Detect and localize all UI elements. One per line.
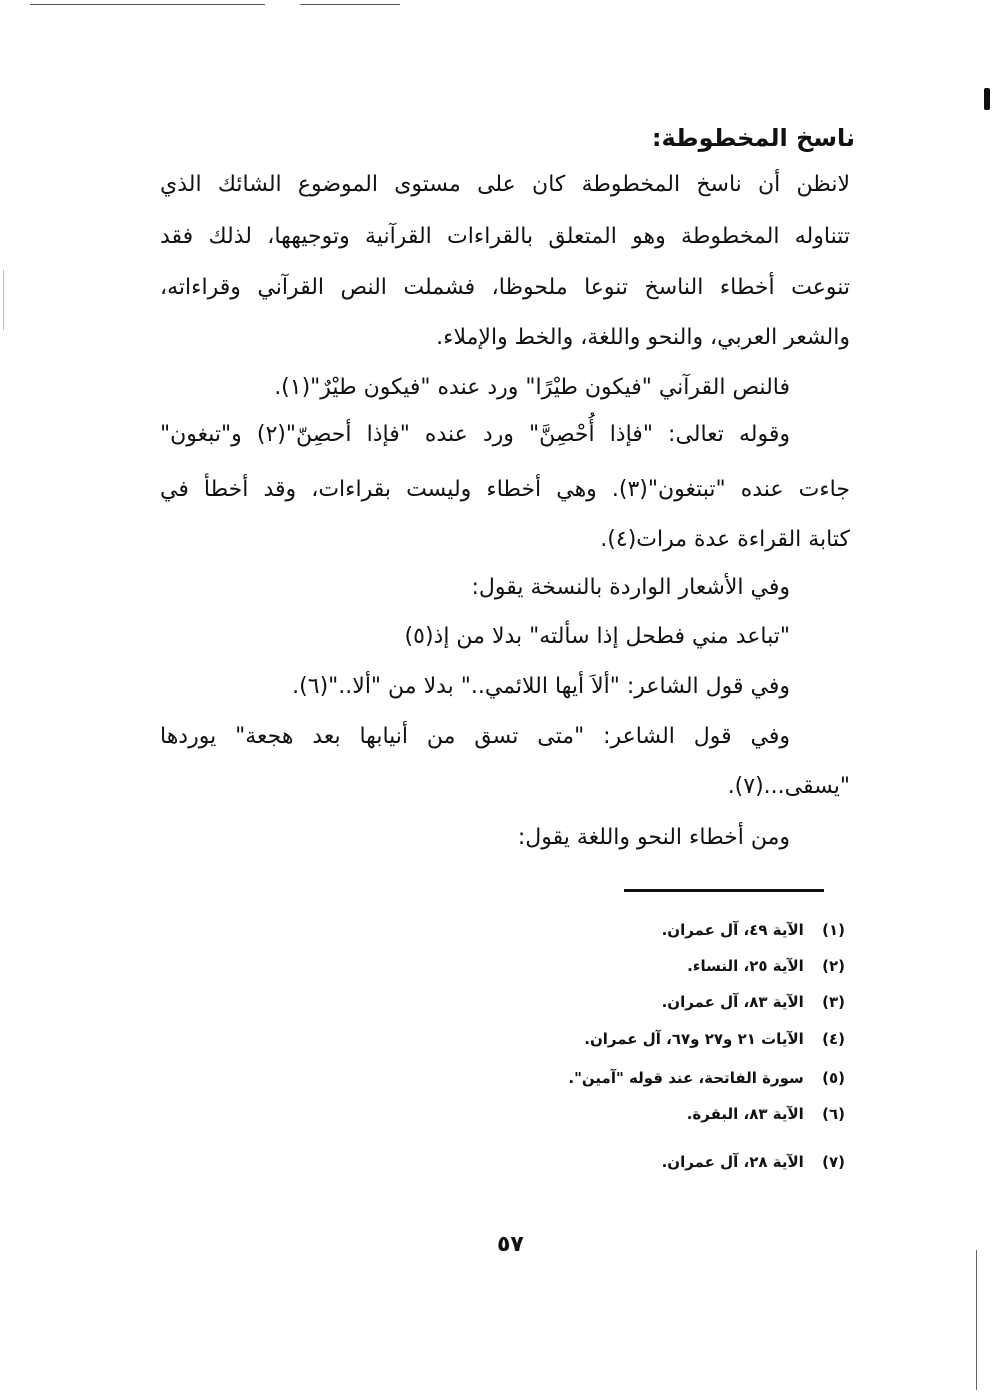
top-rule	[30, 4, 265, 5]
section-heading: ناسخ المخطوطة:	[651, 124, 855, 152]
page-edge-line	[976, 1250, 977, 1390]
paragraph-line: كتابة القراءة عدة مرات(٤).	[600, 527, 850, 552]
page-edge-line-left	[3, 270, 4, 330]
footnote-number: (٧)	[822, 1153, 845, 1171]
paragraph-line: جاءت عنده "تبتغون"(٣). وهي أخطاء وليست بقراءات، وقد أخطأ في	[160, 477, 850, 502]
paragraph-line: تنوعت أخطاء الناسخ تنوعا ملحوظا، فشملت النص القرآني وقراءاته،	[160, 275, 850, 300]
paragraph-line: وفي قول الشاعر: "متى تسق من أنيابها بعد هجعة" يوردها	[160, 724, 790, 749]
footnote	[584, 1027, 845, 1051]
paragraph-line: وفي قول الشاعر: "ألاَ أيها اللائمي.." بدلا من "ألا.."(٦).	[292, 674, 790, 699]
footnote-number: (١)	[822, 921, 845, 939]
footnote-number: (٤)	[822, 1030, 845, 1048]
paragraph-line: فالنص القرآني "فيكون طيْرًا" ورد عنده "فيكون طيْرٌ"(١).	[274, 375, 790, 400]
margin-mark	[984, 88, 990, 110]
footnote	[687, 1102, 845, 1126]
paragraph-line: والشعر العربي، والنحو واللغة، والخط والإملاء.	[436, 325, 850, 350]
footnote	[662, 1150, 845, 1174]
paragraph-line: وقوله تعالى: "فإذا أُحْصِنَّ" ورد عنده "فإذا أحصِنّ"(٢) و"تبغون"	[160, 422, 791, 447]
paragraph-line: ومن أخطاء النحو واللغة يقول:	[517, 825, 790, 850]
top-rule-secondary	[300, 4, 400, 5]
footnote-text: الآية ٢٨، آل عمران.	[661, 1153, 804, 1171]
paragraph-line: وفي الأشعار الواردة بالنسخة يقول:	[471, 575, 790, 600]
footnote	[687, 954, 845, 978]
footnote-text: الآية ٤٩، آل عمران.	[661, 921, 804, 939]
footnote-number: (٦)	[822, 1105, 845, 1123]
footnote-text: سورة الفاتحة، عند قوله "آمين".	[568, 1069, 804, 1087]
verse-line: "تباعد مني فطحل إذا سألته" بدلا من إذ(٥)	[404, 624, 790, 649]
footnote-number: (٢)	[822, 957, 845, 975]
footnote-text: الآية ٢٥، النساء.	[687, 957, 804, 975]
footnote	[662, 990, 845, 1014]
footnote	[568, 1066, 845, 1090]
footnote	[662, 918, 845, 942]
footnote-text: الآية ٨٣، آل عمران.	[661, 993, 804, 1011]
paragraph-line: لانظن أن ناسخ المخطوطة كان على مستوى الموضوع الشائك الذي	[160, 172, 850, 197]
footnote-separator	[624, 889, 824, 892]
footnote-number: (٥)	[822, 1069, 845, 1087]
paragraph-line: "يسقى...(٧).	[727, 774, 850, 799]
footnote-text: الآية ٨٣، البقرة.	[686, 1105, 804, 1123]
page-number: ٥٧	[497, 1232, 524, 1257]
footnote-number: (٣)	[822, 993, 845, 1011]
paragraph-line: تتناوله المخطوطة وهو المتعلق بالقراءات القرآنية وتوجيهها، لذلك فقد	[160, 224, 850, 249]
footnote-text: الآيات ٢١ و٢٧ و٦٧، آل عمران.	[584, 1030, 804, 1048]
